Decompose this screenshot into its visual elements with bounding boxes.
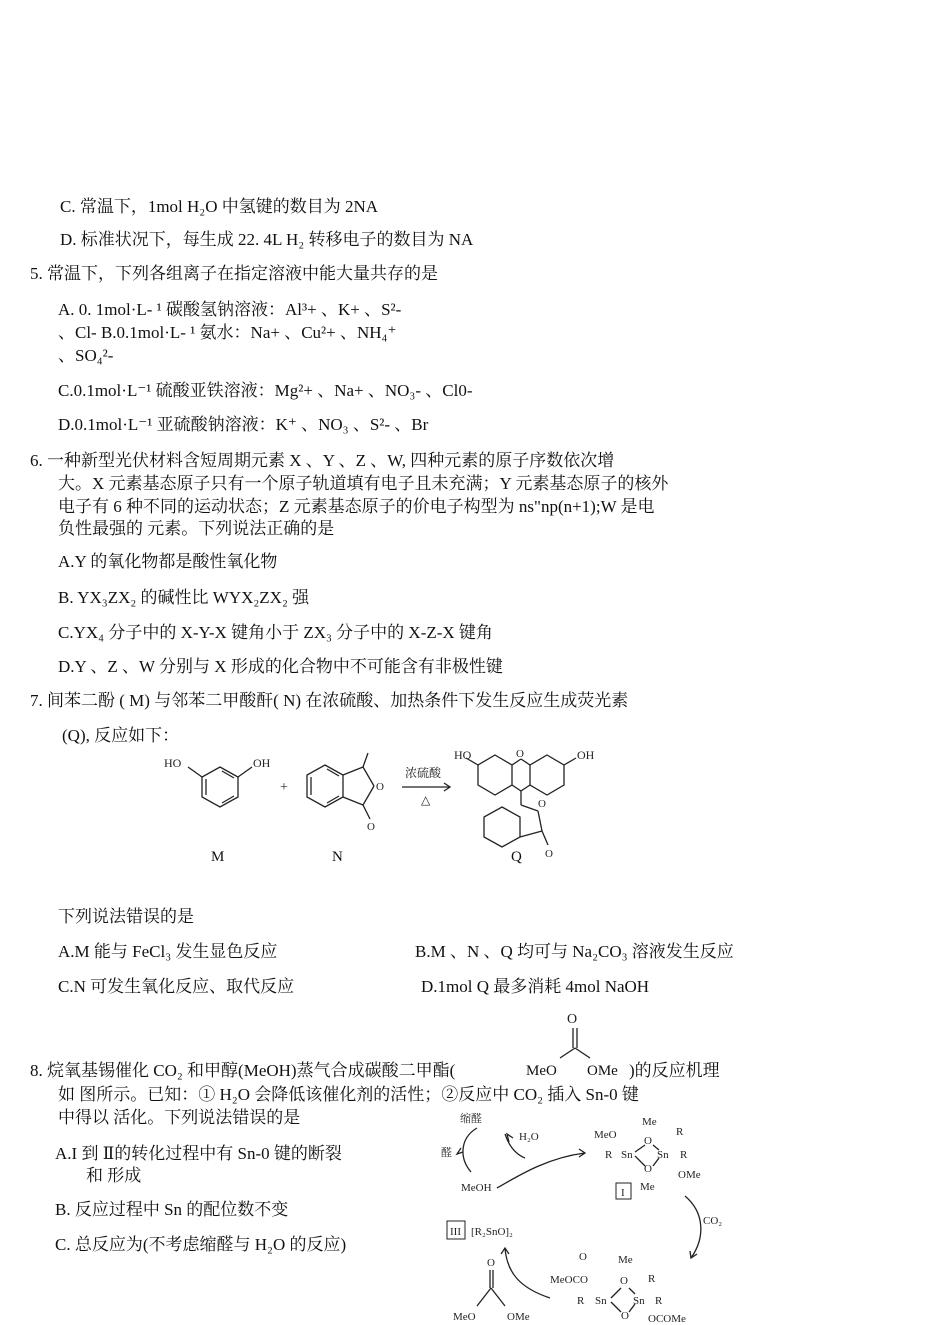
r2sno-label: [R₂SnO]₂ <box>471 1226 513 1238</box>
q5-option-d: D.0.1mol·L⁻¹ 亚硫酸钠溶液：K⁺ 、NO₃ 、S²- 、Br <box>58 415 429 434</box>
q6-stem-line1: 6. 一种新型光伏材料含短周期元素 X 、Y 、Z 、W, 四种元素的原子序数依次增 <box>30 451 615 470</box>
co2-label: CO₂ <box>703 1215 723 1227</box>
n-ring-o: O <box>376 781 384 793</box>
ii-r-left: R <box>577 1295 585 1307</box>
q-lactone-o: O <box>538 798 546 810</box>
m-ho-label: HO <box>164 756 182 770</box>
ii-meoco: MeOCO <box>550 1274 588 1286</box>
m-oh-label: OH <box>253 756 271 770</box>
i-o-bottom: O <box>644 1163 652 1175</box>
i-box-label: I <box>621 1187 625 1199</box>
q8-stem-line1-b: )的反应机理 <box>629 1061 720 1080</box>
q6-option-d: D.Y 、Z 、W 分别与 X 形成的化合物中不可能含有非极性键 <box>58 657 503 676</box>
prod-ome: OMe <box>507 1311 530 1323</box>
q7-stem-line1: 7. 间苯二酚 ( M) 与邻苯二甲酸酐( N) 在浓硫酸、加热条件下发生反应生成荧光素 <box>30 691 629 710</box>
product-dmc <box>453 1257 530 1323</box>
ii-r-right: R <box>655 1295 663 1307</box>
q4-option-c: C. 常温下，1mol H₂O 中氢键的数目为 2NA <box>60 197 379 216</box>
prod-o: O <box>487 1257 495 1269</box>
prod-meo: MeO <box>453 1311 476 1323</box>
q5-option-c: C.0.1mol·L⁻¹ 硫酸亚铁溶液：Mg²+ 、Na+ 、NO₃- 、Cl0- <box>58 381 473 400</box>
dmc-meo: MeO <box>526 1063 557 1079</box>
catalytic-cycle-diagram <box>435 1108 735 1325</box>
aldehyde-label: 醛 <box>441 1147 452 1159</box>
ii-me: Me <box>618 1254 633 1266</box>
q7-option-b: B.M 、N 、Q 均可与 Na₂CO₃ 溶液发生反应 <box>415 942 734 961</box>
q6-stem-line4: 负性最强的 元素。下列说法正确的是 <box>58 519 335 538</box>
q6-option-a: A.Y 的氧化物都是酸性氧化物 <box>58 552 278 571</box>
q5-option-a-line3: 、SO₄²- <box>58 346 114 365</box>
dmc-ome: OMe <box>587 1063 618 1079</box>
i-me-top: Me <box>642 1116 657 1128</box>
q-oh-label: OH <box>577 748 595 762</box>
q7-question: 下列说法错误的是 <box>58 907 194 926</box>
q-ho-label: HO <box>454 748 472 762</box>
intermediate-i <box>594 1116 701 1199</box>
reagent-label: 浓硫酸 <box>405 766 442 780</box>
q7-option-a: A.M 能与 FeCl₃ 发生显色反应 <box>58 942 278 961</box>
q4-option-d: D. 标准状况下，每生成 22. 4L H₂ 转移电子的数目为 NA <box>60 230 474 249</box>
ii-o-top: O <box>620 1275 628 1287</box>
label-q: Q <box>511 849 522 865</box>
q-bridge-o: O <box>516 748 524 760</box>
ii-carbonyl-o: O <box>579 1251 587 1263</box>
i-sn-left: Sn <box>621 1149 633 1161</box>
q8-option-a-line2: 和 形成 <box>86 1166 142 1185</box>
q8-stem-line1-a: 8. 烷氧基锡催化 CO₂ 和甲醇(MeOH)蒸气合成碳酸二甲酯( <box>30 1061 456 1080</box>
iii-box-label: III <box>450 1226 461 1238</box>
ii-ocome: OCOMe <box>648 1313 686 1325</box>
q8-option-a-line1: A.I 到 Ⅱ的转化过程中有 Sn-0 键的断裂 <box>55 1144 342 1163</box>
i-r-right: R <box>680 1149 688 1161</box>
i-r-left: R <box>605 1149 613 1161</box>
reaction-arrow <box>402 765 450 807</box>
q5-option-a-line2: 、Cl- B.0.1mol·L- ¹ 氨水：Na+ 、Cu²+ 、NH₄⁺ <box>58 323 397 342</box>
label-m: M <box>211 849 225 865</box>
molecule-m <box>164 756 271 807</box>
methanol-label: MeOH <box>461 1182 492 1194</box>
heat-label: △ <box>421 793 431 807</box>
ii-r-top: R <box>648 1273 656 1285</box>
q7-option-c: C.N 可发生氧化反应、取代反应 <box>58 977 295 996</box>
dmc-o: O <box>567 1012 578 1027</box>
q-carbonyl-o: O <box>545 848 553 860</box>
q8-stem-line3: 中得以 活化。下列说法错误的是 <box>58 1108 301 1127</box>
q6-option-b: B. YX₃ZX₂ 的碱性比 WYX₂ZX₂ 强 <box>58 588 310 607</box>
acetal-label: 缩醛 <box>460 1113 482 1125</box>
ii-o-bottom: O <box>621 1310 629 1322</box>
plus-sign: + <box>280 780 288 795</box>
i-o-top: O <box>644 1135 652 1147</box>
q5-option-a-line1: A. 0. 1mol·L- ¹ 碳酸氢钠溶液：Al³+ 、K+ 、S²- <box>58 300 402 319</box>
molecule-n <box>307 753 384 833</box>
ii-sn-left: Sn <box>595 1295 607 1307</box>
i-ome: OMe <box>678 1169 701 1181</box>
label-n: N <box>332 849 343 865</box>
i-me-bottom: Me <box>640 1181 655 1193</box>
intermediate-ii <box>550 1251 686 1325</box>
water-label: H₂O <box>519 1131 539 1143</box>
molecule-q <box>454 748 595 860</box>
i-sn-right: Sn <box>657 1149 669 1161</box>
q8-option-c: C. 总反应为(不考虑缩醛与 H₂O 的反应) <box>55 1235 347 1254</box>
q7-option-d: D.1mol Q 最多消耗 4mol NaOH <box>421 977 650 996</box>
q8-option-b: B. 反应过程中 Sn 的配位数不变 <box>55 1200 289 1219</box>
q6-stem-line2: 大。X 元素基态原子只有一个原子轨道填有电子且未充满；Y 元素基态原子的核外 <box>58 474 669 493</box>
q6-stem-line3: 电子有 6 种不同的运动状态；Z 元素基态原子的价电子构型为 ns"np(n+1);W 是电 <box>58 497 655 516</box>
ii-sn-right: Sn <box>633 1295 645 1307</box>
i-r-top: R <box>676 1126 684 1138</box>
q5-stem: 5. 常温下，下列各组离子在指定溶液中能大量共存的是 <box>30 264 438 283</box>
n-carbonyl-o: O <box>367 821 375 833</box>
q7-stem-line2: (Q), 反应如下： <box>62 726 180 745</box>
i-meo: MeO <box>594 1129 617 1141</box>
q8-stem-line2: 如 图所示。已知：① H₂O 会降低该催化剂的活性；②反应中 CO₂ 插入 Sn-0 键 <box>58 1085 639 1104</box>
q6-option-c: C.YX₄ 分子中的 X-Y-X 键角小于 ZX₃ 分子中的 X-Z-X 键角 <box>58 623 493 642</box>
